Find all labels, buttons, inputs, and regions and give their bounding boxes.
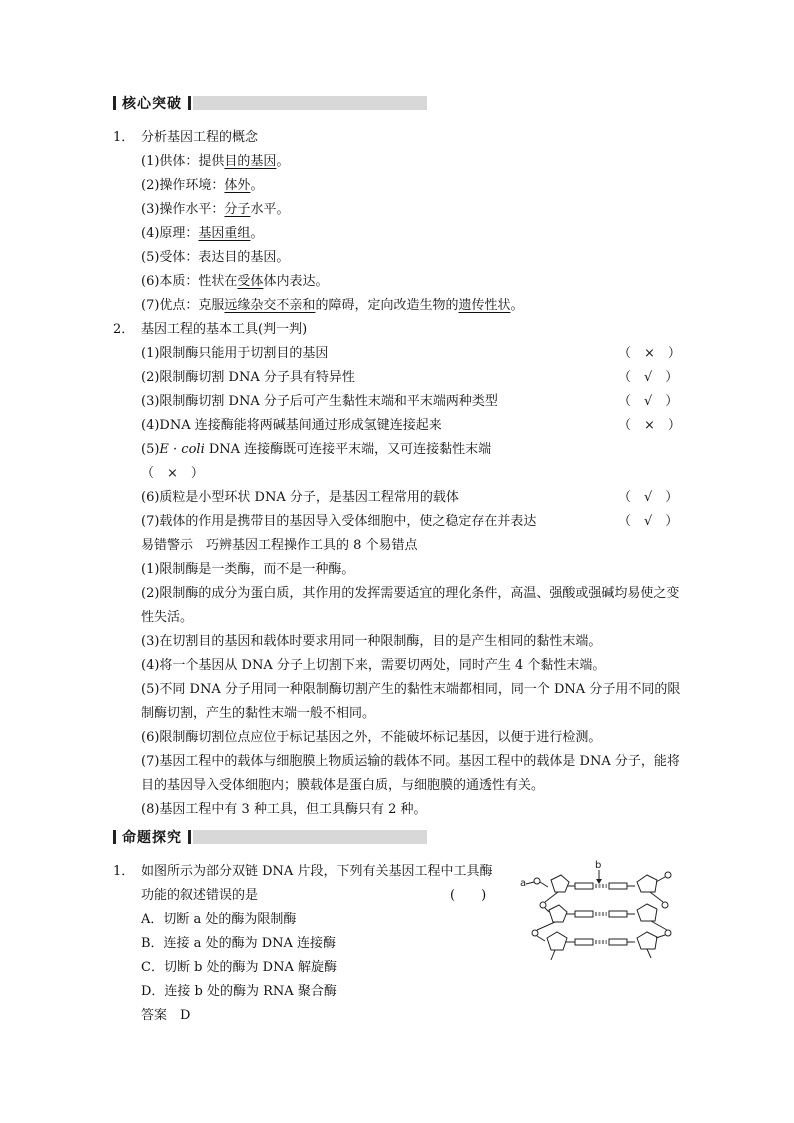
concept-item: (2)操作环境：体外。	[141, 178, 264, 193]
judge-mark: （ √ ）	[618, 514, 679, 529]
question-stem: 功能的叙述错误的是	[141, 888, 259, 903]
dna-diagram	[515, 858, 685, 968]
section-header-explore	[113, 829, 427, 845]
header-bar-right	[188, 96, 191, 110]
concept-item: (1)供体：提供目的基因。	[141, 154, 290, 169]
concept-item: (6)本质：性状在受体体内表达。	[141, 274, 329, 289]
answer-text: 答案 D	[141, 1008, 191, 1023]
judge-mark: （ √ ）	[618, 370, 679, 385]
warning-point: (1)限制酶是一类酶，而不是一种酶。	[141, 562, 355, 577]
warning-point: (8)基因工程中有 3 种工具，但工具酶只有 2 种。	[141, 802, 427, 817]
question-number: 1．	[113, 130, 135, 145]
question-title: 分析基因工程的概念	[141, 130, 259, 145]
concept-item: (3)操作水平：分子水平。	[141, 202, 290, 217]
judge-mark: （ × ）	[618, 346, 681, 361]
question-title: 基因工程的基本工具(判一判)	[141, 322, 308, 337]
concept-item: (5)受体：表达目的基因。	[141, 250, 290, 265]
answer-underline: 基因重组	[198, 226, 251, 241]
option-d: D．连接 b 处的酶为 RNA 聚合酶	[141, 984, 337, 999]
answer-underline: 体外	[224, 178, 251, 193]
section-title: 核心突破	[116, 93, 188, 113]
answer-underline: 目的基因	[224, 154, 277, 169]
option-c: C．切断 b 处的酶为 DNA 解旋酶	[141, 960, 337, 975]
judge-item: (5)E · coli DNA 连接酶既可连接平末端，又可连接黏性末端	[141, 442, 492, 457]
concept-item: (7)优点：克服远缘杂交不亲和的障碍，定向改造生物的遗传性状。	[141, 298, 524, 313]
label-b: b	[595, 860, 602, 871]
judge-mark: （ √ ）	[618, 394, 679, 409]
question-number: 1．	[113, 864, 135, 879]
warning-point: (3)在切割目的基因和载体时要求用同一种限制酶，目的是产生相同的黏性末端。	[141, 634, 602, 649]
section-title: 命题探究	[116, 827, 188, 847]
answer-underline: 遗传性状	[458, 298, 511, 313]
warning-title: 易错警示 巧辨基因工程操作工具的 8 个易错点	[141, 538, 418, 553]
judge-item: (7)载体的作用是携带目的基因导入受体细胞中，使之稳定存在并表达	[141, 514, 537, 529]
warning-point: (4)将一个基因从 DNA 分子上切割下来，需要切两处，同时产生 4 个黏性末端。	[141, 658, 606, 673]
judge-item: (2)限制酶切割 DNA 分子具有特异性	[141, 370, 355, 385]
warning-point: (5)不同 DNA 分子用同一种限制酶切割产生的黏性末端都相同，同一个 DNA 分子用不同的限制酶切割，产生的黏性末端一般不相同。	[141, 682, 681, 721]
judge-mark: （ × ）	[141, 466, 204, 481]
warning-point: (7)基因工程中的载体与细胞膜上物质运输的载体不同。基因工程中的载体是 DNA 分子，能将目的基因导入受体细胞内；膜载体是蛋白质，与细胞膜的通透性有关。	[141, 754, 680, 793]
question-stem: 如图所示为部分双链 DNA 片段，下列有关基因工程中工具酶	[141, 864, 493, 879]
judge-item: (4)DNA 连接酶能将两碱基间通过形成氢键连接起来	[141, 418, 442, 433]
header-fill	[193, 96, 427, 110]
option-a: A．切断 a 处的酶为限制酶	[141, 912, 297, 927]
answer-underline: 受体	[237, 274, 264, 289]
concept-item: (4)原理：基因重组。	[141, 226, 264, 241]
judge-mark: （ √ ）	[618, 490, 679, 505]
header-bar-right	[188, 830, 191, 844]
header-fill	[193, 830, 427, 844]
judge-item: (6)质粒是小型环状 DNA 分子，是基因工程常用的载体	[141, 490, 459, 505]
option-b: B．连接 a 处的酶为 DNA 连接酶	[141, 936, 337, 951]
judge-item: (1)限制酶只能用于切割目的基因	[141, 346, 329, 361]
judge-item: (3)限制酶切割 DNA 分子后可产生黏性末端和平末端两种类型	[141, 394, 498, 409]
label-a: a	[520, 878, 527, 889]
question-number: 2．	[113, 322, 135, 337]
judge-mark: （ × ）	[618, 418, 681, 433]
answer-underline: 远缘杂交不亲和	[224, 298, 316, 313]
answer-underline: 分子	[224, 202, 251, 217]
answer-paren: ( )	[450, 888, 487, 903]
warning-point: (2)限制酶的成分为蛋白质，其作用的发挥需要适宜的理化条件，高温、强酸或强碱均易使之变性失活。	[141, 586, 680, 625]
section-header-core	[113, 95, 427, 111]
warning-point: (6)限制酶切割位点应位于标记基因之外，不能破坏标记基因，以便于进行检测。	[141, 730, 602, 745]
